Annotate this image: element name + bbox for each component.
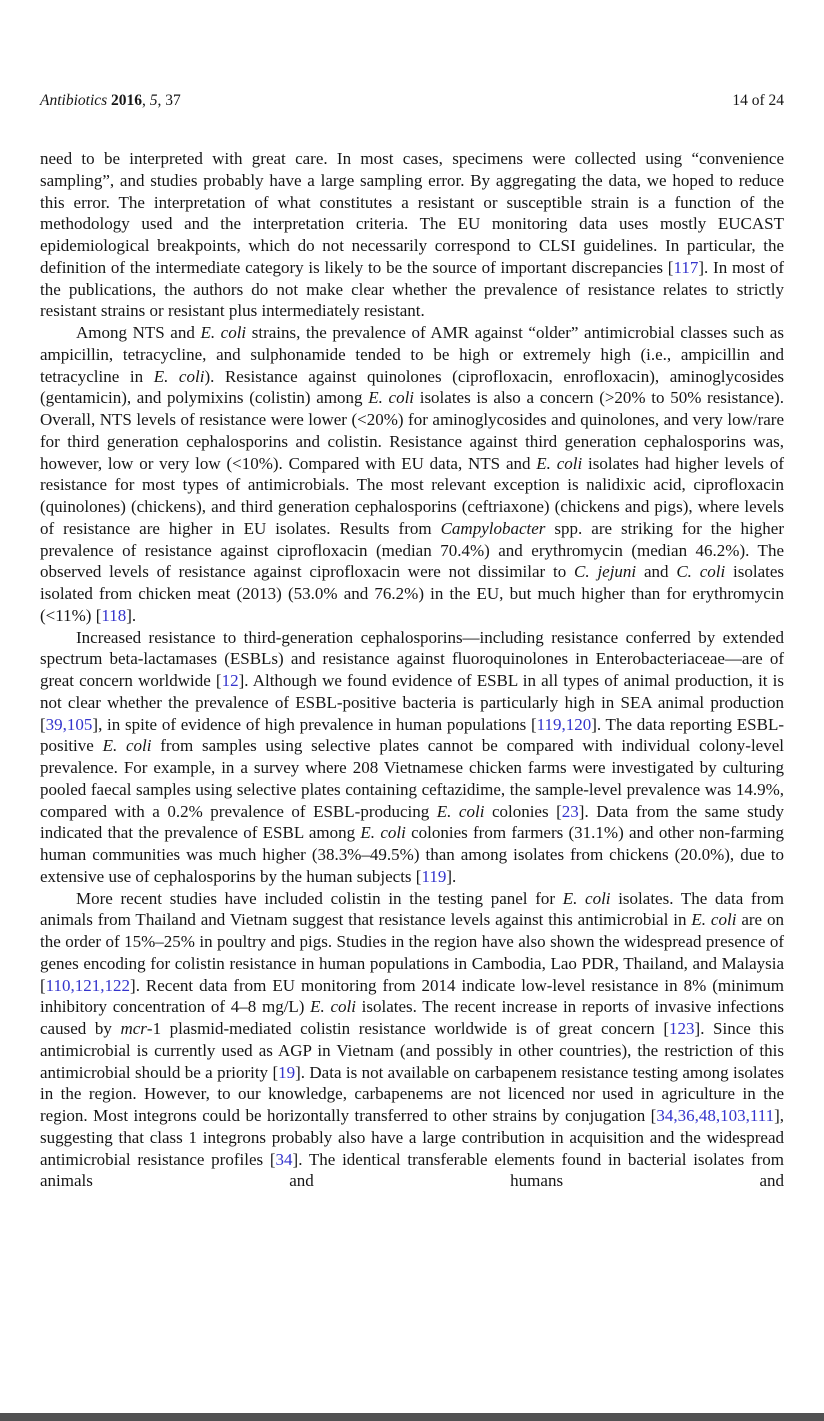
text-run: , 37	[157, 92, 181, 109]
text-run: C. jejuni	[574, 562, 637, 582]
running-head	[40, 92, 181, 110]
text-run: colonies [	[484, 801, 562, 821]
citation-link[interactable]: 118	[101, 605, 127, 625]
text-run: mcr	[120, 1019, 147, 1038]
text-run: ]. Although we found evidence of ESBL in all types of animal production, it is not clear whether the prevalence of ESBL-positive bacteria is particularly high in SEA animal production [	[40, 671, 784, 734]
text-run: 2016	[111, 92, 143, 109]
paragraph	[40, 627, 784, 888]
text-run: Increased resistance to third-generation cephalosporins—including resistance conferred by extended spectrum beta-lactamases (ESBLs) and resistance against fluoroquinolones in Enterobacteriaceae—are of great concern worldwide [	[40, 627, 784, 690]
citation-link[interactable]: 119	[421, 866, 447, 886]
text-run: E. coli	[310, 997, 356, 1017]
text-run: More recent studies have included colistin in the testing panel for	[76, 888, 563, 908]
citation-link[interactable]: 12	[221, 671, 239, 690]
citation-link[interactable]: 39,105	[45, 714, 93, 734]
text-run: colonies from farmers (31.1%) and other non-farming human communities was much higher (38.3%–49.5%) than among isolates from chickens (20.0%), due to extensive use of cephalosporins by the human subjects [	[40, 823, 784, 886]
text-run: E. coli	[360, 823, 406, 843]
text-run: 5	[149, 92, 158, 109]
text-run: ].	[446, 866, 457, 886]
text-run: E. coli	[368, 388, 415, 408]
text-run: E. coli	[153, 366, 205, 386]
text-run: and	[636, 562, 677, 582]
paragraph	[40, 148, 784, 322]
citation-link[interactable]: 123	[669, 1019, 695, 1038]
page-header	[40, 92, 784, 110]
citation-link[interactable]: 34,36,48,103,111	[656, 1106, 775, 1125]
text-run: -1 plasmid-mediated colistin resistance worldwide is of great concern [	[146, 1019, 670, 1038]
article-body	[40, 148, 784, 1192]
text-run: ].	[126, 605, 137, 625]
citation-link[interactable]: 119,120	[536, 714, 592, 734]
text-run: isolates is also a concern (>20% to 50% resistance). Overall, NTS levels of resistance were lower (<20%) for aminoglycosides and quinolones, and very low/rare for third generation cephalosporins and colistin. Resistance against third generation cephalosporins was, however, low or very low (<10%). Compared with EU data, NTS and	[40, 388, 784, 473]
text-run: ]. In most of the publications, the authors do not make clear whether the prevalence of resistance relates to strictly resistant strains or resistant plus intermediately resistant.	[40, 257, 784, 321]
citation-link[interactable]: 110,121,122	[45, 975, 131, 995]
text-run: ], suggesting that class 1 integrons probably also have a large contribution in acquisition and the widespread antimicrobial resistance profiles [	[40, 1106, 784, 1169]
bottom-bar	[0, 1413, 824, 1421]
text-run: E. coli	[102, 736, 152, 756]
text-run: Campylobacter	[440, 518, 546, 538]
text-run: isolates. The recent increase in reports of invasive infections caused by	[40, 997, 784, 1038]
text-run: ]. Since this antimicrobial is currently used as AGP in Vietnam (and possibly in other countries), the restriction of this antimicrobial should be a priority [	[40, 1019, 784, 1082]
text-run: are on the order of 15%–25% in poultry and pigs. Studies in the region have also shown the widespread presence of genes encoding for colistin resistance in human populations in Cambodia, Lao PDR, Thailand, and Malaysia [	[40, 910, 784, 995]
text-run: E. coli	[200, 323, 247, 342]
text-run: E. coli	[536, 453, 583, 473]
text-run: isolates had higher levels of resistance for most types of antimicrobials. The most relevant exception is nalidixic acid, ciprofloxacin (quinolones) (chickens), and third generation cephalosporins (ceftriaxone) (chickens and pigs), where levels of resistance are higher in EU isolates. Results from	[40, 453, 785, 538]
text-run: from samples using selective plates cannot be compared with individual colony-level prevalence. For example, in a survey where 208 Vietnamese chicken farms were investigated by culturing pooled faecal samples using selective plates containing ceftazidime, the sample-level prevalence was 14.9%, compared with a 0.2% prevalence of ESBL-producing	[40, 736, 784, 821]
text-run: Antibiotics	[40, 92, 112, 109]
text-run: ]. Data is not available on carbapenem resistance testing among isolates in the region. However, to our knowledge, carbapenems are not licenced nor used in agriculture in the region. Most integrons could be horizontally transferred to other strains by conjugation [	[40, 1062, 785, 1125]
text-run: ]. Data from the same study indicated that the prevalence of ESBL among	[40, 801, 784, 843]
text-run: E. coli	[562, 888, 611, 908]
text-run: E. coli	[691, 910, 737, 930]
text-run: ]. The identical transferable elements found in bacterial isolates from animals and humans and	[40, 1149, 784, 1191]
text-run: ]. The data reporting ESBL-positive	[40, 714, 784, 756]
text-run: spp. are striking for the higher prevalence of resistance against ciprofloxacin (median 70.4%) and erythromycin (median 46.2%). The observed levels of resistance against ciprofloxacin were not dissimilar to	[40, 518, 784, 582]
text-run: ). Resistance against quinolones (ciprofloxacin, enrofloxacin), aminoglycosides (gentamicin), and polymixins (colistin) among	[40, 366, 784, 408]
text-run: E. coli	[436, 801, 485, 821]
text-run: ]. Recent data from EU monitoring from 2014 indicate low-level resistance in 8% (minimum inhibitory concentration of 4–8 mg/L)	[40, 975, 784, 1017]
text-run: isolates isolated from chicken meat (2013) (53.0% and 76.2%) in the EU, but much higher than for erythromycin (<11%) [	[40, 562, 784, 625]
text-run: strains, the prevalence of AMR against “older” antimicrobial classes such as ampicillin, tetracycline, and sulphonamide tended to be high or extremely high (i.e., ampicillin and tetracycline in	[40, 323, 784, 386]
citation-link[interactable]: 19	[278, 1062, 296, 1082]
text-run: ,	[142, 92, 150, 109]
text-run: need to be interpreted with great care. In most cases, specimens were collected using “convenience sampling”, and studies probably have a large sampling error. By aggregating the data, we hoped to reduce this error. The interpretation of what constitutes a resistant or susceptible strain is a function of the methodology used and the interpretation criteria. The EU monitoring data uses mostly EUCAST epidemiological breakpoints, which do not necessarily correspond to CLSI guidelines. In particular, the definition of the intermediate category is likely to be the source of important discrepancies [	[40, 149, 784, 277]
text-run: ], in spite of evidence of high prevalence in human populations [	[92, 714, 537, 734]
text-run: isolates. The data from animals from Thailand and Vietnam suggest that resistance levels against this antimicrobial in	[40, 888, 784, 930]
citation-link[interactable]: 23	[561, 801, 579, 821]
citation-link[interactable]: 117	[673, 257, 699, 277]
citation-link[interactable]: 34	[275, 1149, 293, 1169]
paragraph	[40, 322, 784, 627]
page-number: 14 of 24	[732, 92, 784, 109]
paragraph	[40, 888, 784, 1193]
text-run: Among NTS and	[76, 323, 201, 342]
text-run: C. coli	[676, 562, 726, 582]
